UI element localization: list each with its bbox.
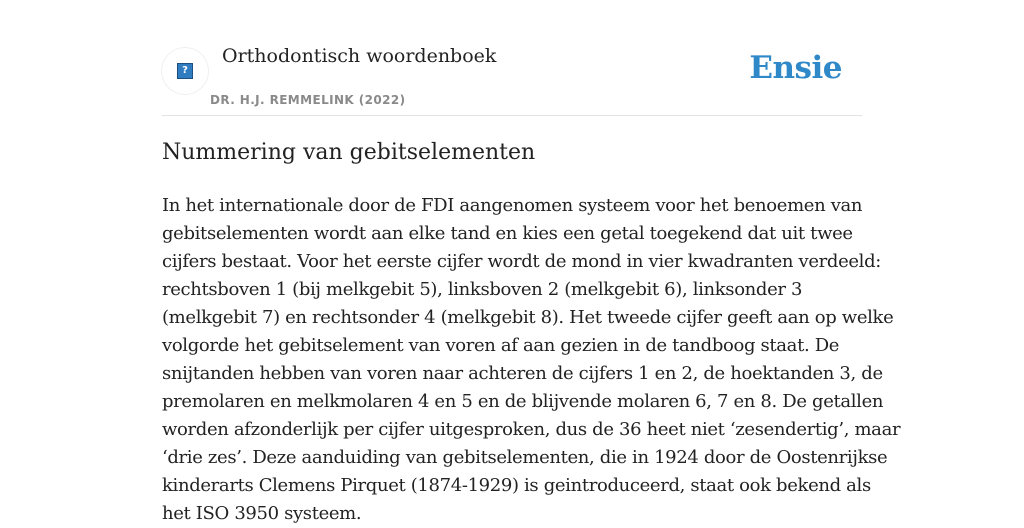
- entry-body-line: (melkgebit 7) en rechtsonder 4 (melkgebit 8). Het tweede cijfer geeft aan op welke: [162, 307, 894, 328]
- entry-body-line: ‘drie zes’. Deze aanduiding van gebitselementen, die in 1924 door de Oostenrijkse: [162, 447, 888, 468]
- entry-body-line: kinderarts Clemens Pirquet (1874-1929) is geintroduceerd, staat ook bekend als: [162, 475, 871, 496]
- entry-body-line: cijfers bestaat. Voor het eerste cijfer wordt de mond in vier kwadranten verdeeld:: [162, 251, 881, 272]
- entry-body-line: In het internationale door de FDI aangenomen systeem voor het benoemen van: [162, 195, 863, 216]
- dictionary-header: [162, 0, 862, 116]
- entry-body-line: rechtsboven 1 (bij melkgebit 5), linksboven 2 (melkgebit 6), linksonder 3: [162, 279, 803, 300]
- entry-body: [162, 192, 901, 528]
- question-book-icon[interactable]: [162, 48, 208, 94]
- dictionary-author: DR. H.J. REMMELINK (2022): [210, 93, 406, 107]
- question-mark-icon: ?: [177, 63, 193, 79]
- entry-body-line: worden afzonderlijk per cijfer uitgesproken, dus de 36 heet niet ‘zesendertig’, maar: [162, 419, 901, 440]
- entry-body-line: snijtanden hebben van voren naar achteren de cijfers 1 en 2, de hoektanden 3, de: [162, 363, 883, 384]
- brand-logo[interactable]: Ensie: [749, 50, 842, 86]
- entry-body-line: gebitselementen wordt aan elke tand en kies een getal toegekend dat uit twee: [162, 223, 853, 244]
- entry-title: Nummering van gebitselementen: [162, 140, 536, 165]
- entry-body-line: volgorde het gebitselement van voren af aan gezien in de tandboog staat. De: [162, 335, 840, 356]
- page-container: [162, 0, 901, 524]
- dictionary-title[interactable]: Orthodontisch woordenboek: [222, 45, 497, 67]
- entry-body-line: premolaren en melkmolaren 4 en 5 en de blijvende molaren 6, 7 en 8. De getallen: [162, 391, 884, 412]
- entry-body-line: het ISO 3950 systeem.: [162, 503, 362, 524]
